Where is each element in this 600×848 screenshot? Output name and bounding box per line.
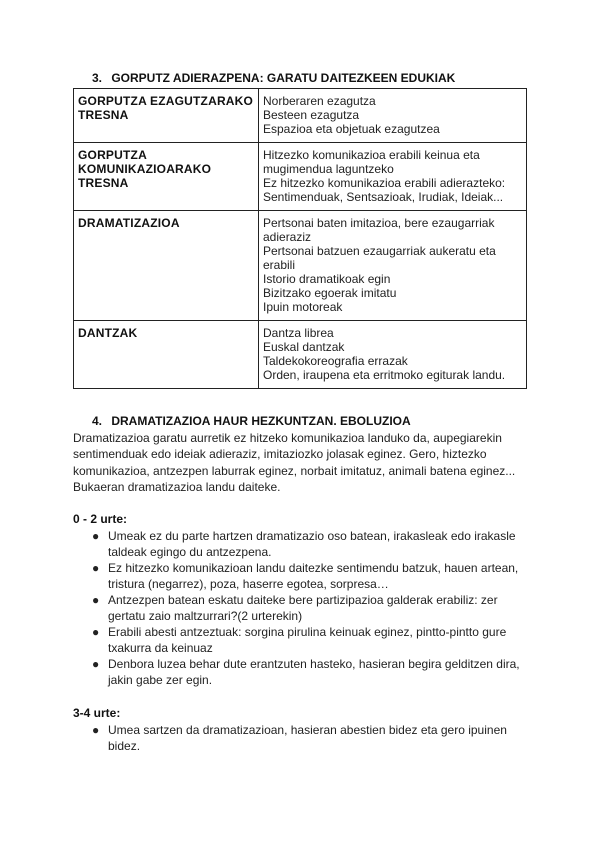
list-item xyxy=(73,656,533,688)
list-item-text: Antzezpen batean eskatu daiteke bere partizipazioa galderak erabiliz: zer gertatu zaio maltzurrari?(2 urterekin) xyxy=(108,593,498,623)
contents-table xyxy=(73,88,527,389)
intro-paragraph: Dramatizazioa garatu aurretik ez hitzeko komunikazioa landuko da, aupegiarekin sentimenduak edo ideiak adieraziz, imitaziozko jolasak eginez. Gero, hiztezko komunikazioa, antzezpen laburrak eginez, norbait imitatuz, animali batena eginez... Bukaeran dramatizazioa landu daiteke. xyxy=(73,431,516,494)
row-heading: GORPUTZA KOMUNIKAZIOARAKO TRESNA xyxy=(74,143,259,211)
bullet-icon: ● xyxy=(92,625,100,639)
row-item: Pertsonai batzuen ezaugarriak aukeratu eta erabili xyxy=(263,244,496,272)
row-item: Bizitzako egoerak imitatu xyxy=(263,286,397,300)
list-item xyxy=(73,722,533,754)
table-row xyxy=(74,143,527,211)
row-item: Ez hitzezko komunikazioa erabili adierazteko: Sentimenduak, Sentsazioak, Irudiak, Ideiak... xyxy=(263,176,506,204)
table-row xyxy=(74,89,527,143)
row-items xyxy=(259,211,527,321)
row-heading: DANTZAK xyxy=(74,321,259,389)
row-item: Dantza librea xyxy=(263,326,334,340)
bullet-icon: ● xyxy=(92,657,100,671)
section-3-heading xyxy=(92,71,455,85)
bullet-icon: ● xyxy=(92,529,100,543)
row-items xyxy=(259,89,527,143)
bullet-icon: ● xyxy=(92,723,100,737)
row-item: Norberaren ezagutza xyxy=(263,94,376,108)
age-heading-0-2: 0 - 2 urte: xyxy=(73,512,128,526)
row-heading: DRAMATIZAZIOA xyxy=(74,211,259,321)
row-item: Espazioa eta objetuak ezagutzea xyxy=(263,122,440,136)
list-item-text: Denbora luzea behar dute erantzuten hasteko, hasieran begira gelditzen dira, jakin gabe zer egin. xyxy=(108,657,520,687)
row-item: Orden, iraupena eta erritmoko egiturak landu. xyxy=(263,368,506,382)
row-items xyxy=(259,143,527,211)
table-row xyxy=(74,211,527,321)
section-4-heading xyxy=(92,414,411,428)
bullet-icon: ● xyxy=(92,593,100,607)
row-item: Ipuin motoreak xyxy=(263,300,343,314)
row-item: Pertsonai baten imitazioa, bere ezaugarriak adieraziz xyxy=(263,216,495,244)
age-3-4-list xyxy=(73,722,533,754)
list-item-text: Erabili abesti antzeztuak: sorgina pirulina keinuak eginez, pintto-pintto gure txakurra da keinuaz xyxy=(108,625,507,655)
list-item xyxy=(73,560,533,592)
section-title: DRAMATIZAZIOA HAUR HEZKUNTZAN. EBOLUZIOA xyxy=(111,414,411,428)
section-number: 4. xyxy=(92,414,103,428)
bullet-icon: ● xyxy=(92,561,100,575)
row-heading: GORPUTZA EZAGUTZARAKO TRESNA xyxy=(74,89,259,143)
list-item xyxy=(73,528,533,560)
list-item xyxy=(73,624,533,656)
row-item: Euskal dantzak xyxy=(263,340,345,354)
row-items xyxy=(259,321,527,389)
section-number: 3. xyxy=(92,71,103,85)
section-title: GORPUTZ ADIERAZPENA: GARATU DAITEZKEEN EDUKIAK xyxy=(111,71,456,85)
table-row xyxy=(74,321,527,389)
age-0-2-list xyxy=(73,528,533,688)
row-item: Taldekokoreografia errazak xyxy=(263,354,408,368)
list-item-text: Umeak ez du parte hartzen dramatizazio oso batean, irakasleak edo irakasle taldeak egingo du antzezpena. xyxy=(108,529,516,559)
row-item: Besteen ezagutza xyxy=(263,108,360,122)
row-item: Istorio dramatikoak egin xyxy=(263,272,391,286)
list-item-text: Umea sartzen da dramatizazioan, hasieran abestien bidez eta gero ipuinen bidez. xyxy=(108,723,507,753)
age-heading-3-4: 3-4 urte: xyxy=(73,706,121,720)
list-item xyxy=(73,592,533,624)
list-item-text: Ez hitzezko komunikazioan landu daitezke sentimendu batzuk, hauen artean, tristura (negarrez), poza, haserre egotea, sorpresa… xyxy=(108,561,519,591)
row-item: Hitzezko komunikazioa erabili keinua eta mugimendua laguntzeko xyxy=(263,148,480,176)
